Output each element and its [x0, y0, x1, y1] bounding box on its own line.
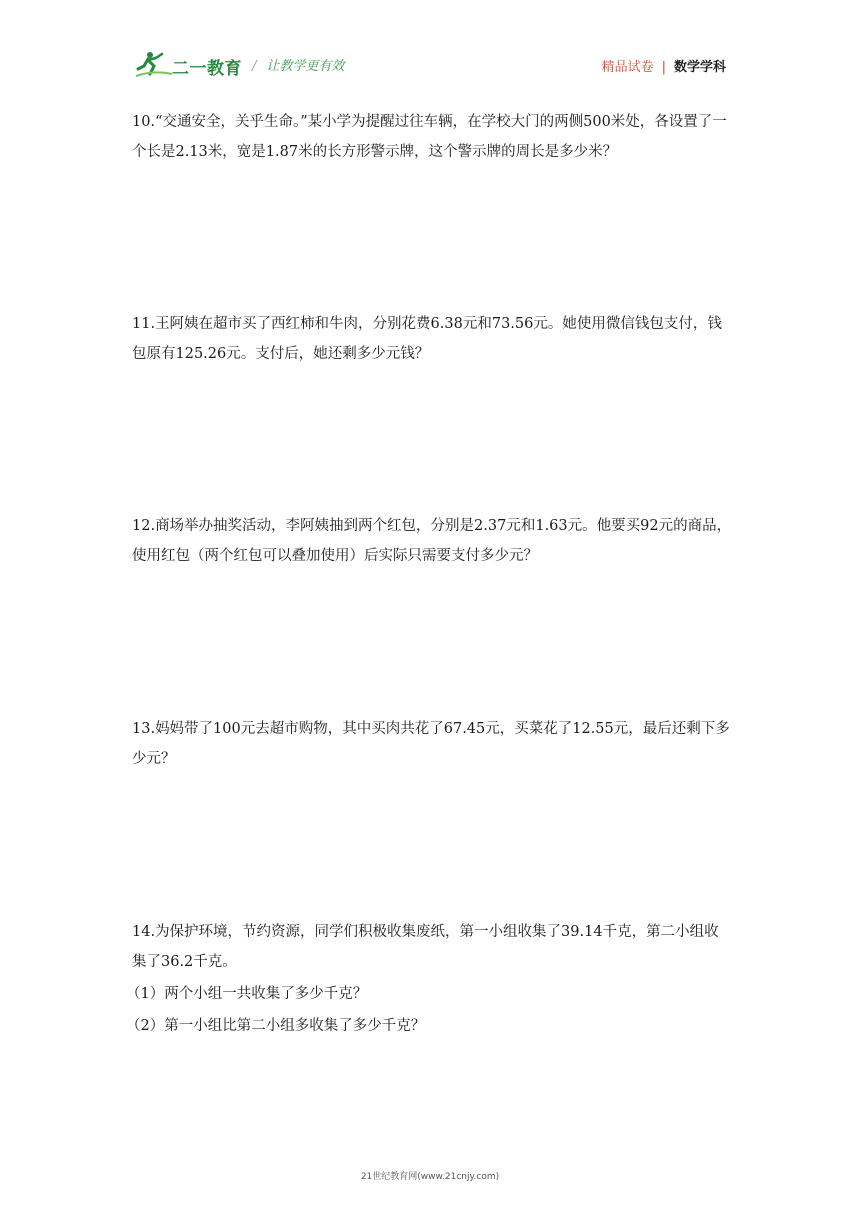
header-right [602, 56, 726, 75]
slogan [252, 55, 344, 74]
sub-question-1: （1）两个小组一共收集了多少千克？ [126, 986, 368, 1002]
subject-label: 数学学科 [673, 60, 726, 75]
question-text: 14.为保护环境，节约资源，同学们积极收集废纸，第一小组收集了39.14千克，第二小组收集了36.2千克。 [132, 924, 719, 970]
header-separator: | [661, 60, 666, 75]
question-13 [132, 714, 732, 774]
question-text: 13.妈妈带了100元去超市购物，其中买肉共花了67.45元，买菜花了12.55元，最后还剩下多少元？ [132, 721, 730, 767]
slogan-text: 让教学更有效 [266, 59, 345, 74]
question-11 [132, 309, 732, 369]
question-number: 14. [132, 924, 156, 940]
page-footer: 21世纪教育网(www.21cnjy.com) [360, 1172, 500, 1182]
question-text: 10.“交通安全，关乎生命。”某小学为提醒过往车辆，在学校大门的两侧500米处，各设置了一个长是2.13米，宽是1.87米的长方形警示牌，这个警示牌的周长是多少米？ [132, 114, 727, 160]
question-10 [132, 107, 732, 167]
question-text: 11.王阿姨在超市买了西红柿和牛肉，分别花费6.38元和73.56元。她使用微信钱包支付，钱包原有125.26元。支付后，她还剩多少元钱？ [132, 316, 722, 362]
question-number: 12. [132, 518, 156, 534]
logo [136, 50, 246, 78]
logo-text: 二一教育 [172, 59, 242, 79]
question-text: 12.商场举办抽奖活动，李阿姨抽到两个红包，分别是2.37元和1.63元。他要买92元的商品，使用红包（两个红包可以叠加使用）后实际只需要支付多少元？ [132, 518, 732, 564]
question-number: 11. [132, 316, 156, 332]
slogan-slash: / [252, 59, 257, 74]
question-number: 10. [132, 114, 156, 130]
question-14 [126, 917, 732, 1041]
runner-logo-icon [136, 50, 174, 78]
brand-label: 精品试卷 [601, 60, 654, 75]
sub-question-2: （2）第一小组比第二小组多收集了多少千克？ [126, 1018, 426, 1034]
page-header [0, 0, 860, 90]
question-number: 13. [132, 721, 156, 737]
question-12 [132, 511, 732, 571]
